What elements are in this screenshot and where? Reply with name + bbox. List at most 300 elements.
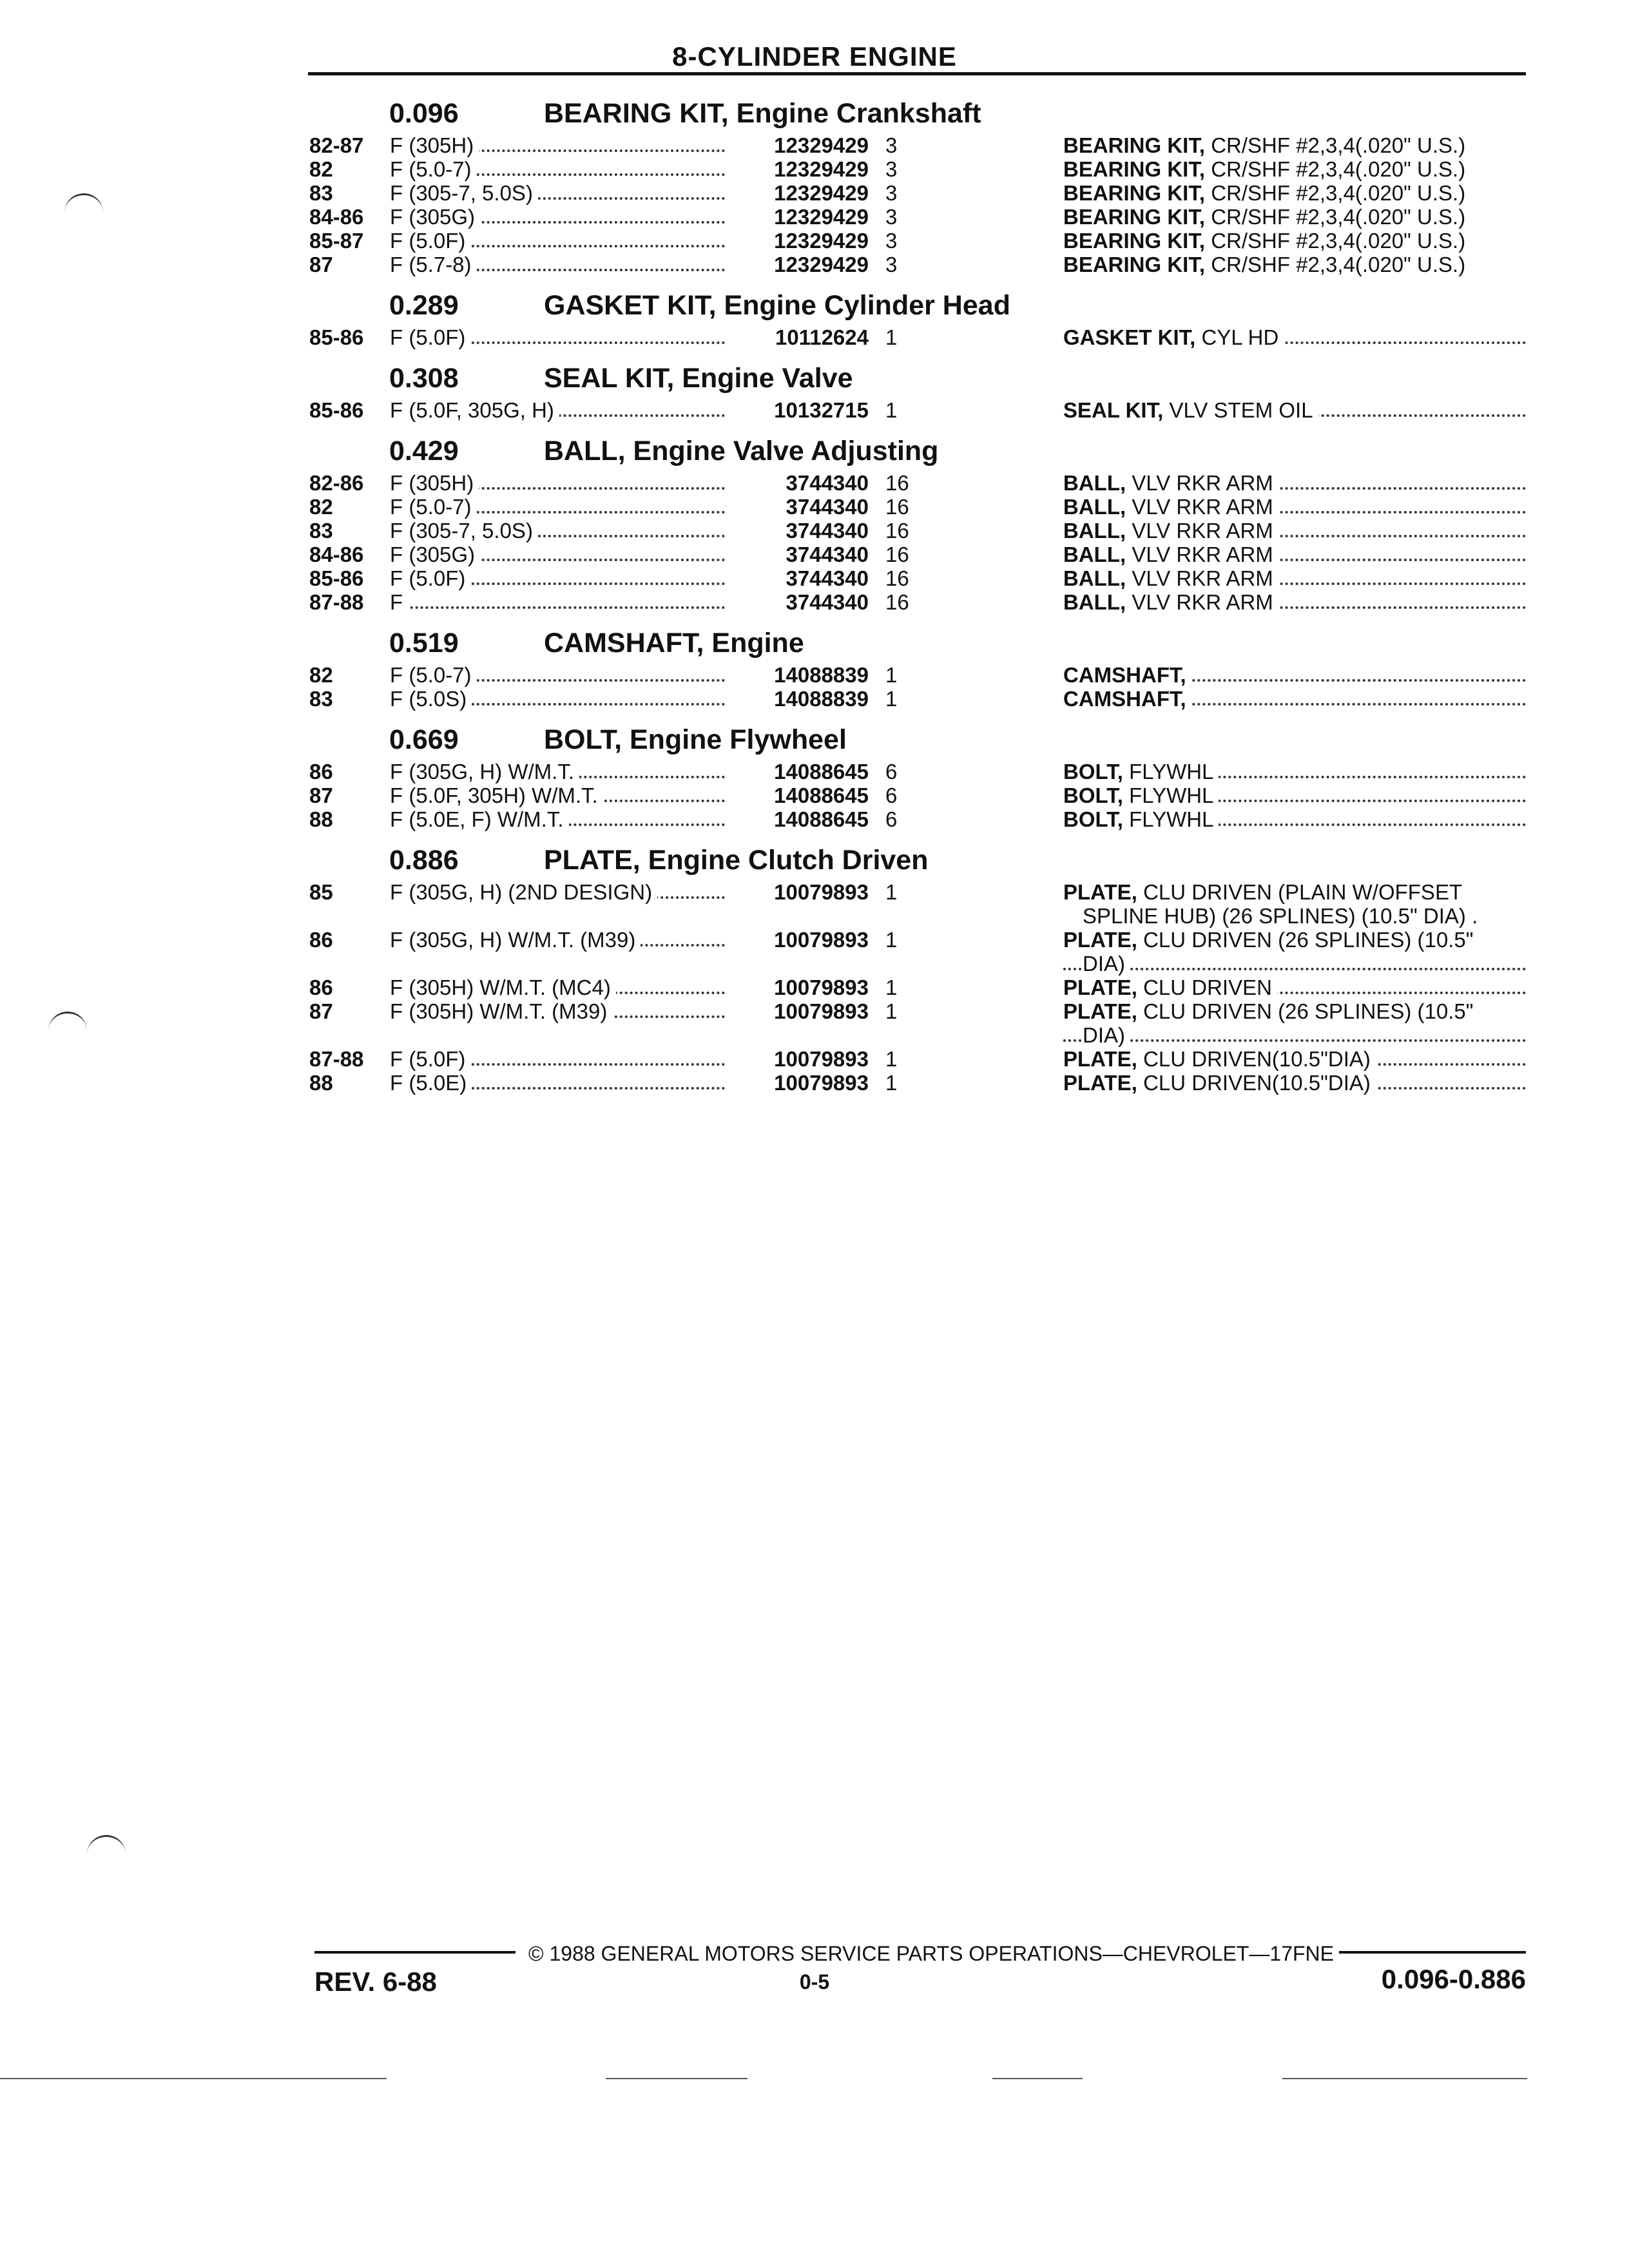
description-detail: SPLINE HUB) (26 SPLINES) (10.5" DIA) . [1083, 904, 1478, 928]
part-number: 3744340 [786, 519, 869, 543]
application-cell [390, 1071, 725, 1095]
description-part-name: BOLT, [1063, 807, 1123, 831]
part-number: 3744340 [786, 495, 869, 519]
description-text [1063, 471, 1278, 495]
description-text [1063, 566, 1278, 590]
description-part-name: BALL, [1063, 566, 1126, 590]
quantity: 3 [885, 205, 898, 229]
description-line [1063, 880, 1526, 904]
part-number: 12329429 [774, 181, 869, 205]
section-code: 0.886 [389, 845, 459, 876]
application-cell [390, 157, 725, 181]
description-text [1063, 928, 1478, 952]
description-detail: CLU DRIVEN [1143, 975, 1272, 999]
description-cell [1063, 880, 1526, 928]
description-cell [1063, 928, 1526, 975]
parts-row [0, 543, 1629, 566]
model-years: 82 [309, 495, 333, 519]
application-cell [390, 999, 725, 1023]
quantity: 1 [885, 663, 898, 687]
description-text [1063, 975, 1277, 999]
application-cell [390, 398, 725, 422]
description-line [1063, 519, 1526, 543]
section-0-669 [0, 720, 1629, 831]
application: F (5.0-7) [390, 495, 477, 519]
part-number: 3744340 [786, 471, 869, 495]
model-years: 87 [309, 999, 333, 1023]
description-line [1063, 205, 1526, 229]
quantity: 16 [885, 495, 909, 519]
application-cell [390, 205, 725, 229]
parts-row [0, 1047, 1629, 1071]
description-detail: CLU DRIVEN(10.5"DIA) [1143, 1047, 1371, 1071]
parts-row [0, 519, 1629, 543]
quantity: 6 [885, 760, 898, 783]
description-cell [1063, 229, 1526, 253]
part-number: 10132715 [774, 398, 869, 422]
description-part-name: BEARING KIT, [1063, 229, 1206, 253]
dot-leader [1063, 1039, 1526, 1042]
description-detail: VLV RKR ARM [1132, 566, 1273, 590]
section-header [0, 623, 1629, 663]
parts-row [0, 181, 1629, 205]
description-cell [1063, 325, 1526, 349]
quantity: 1 [885, 975, 898, 999]
application-cell [390, 760, 725, 783]
section-description: Engine Cylinder Head [724, 290, 1010, 321]
description-cell [1063, 471, 1526, 495]
quantity: 1 [885, 398, 898, 422]
section-description: Engine Clutch Driven [648, 845, 929, 876]
description-line [1063, 1071, 1526, 1095]
section-code: 0.429 [389, 436, 459, 466]
section-header [0, 93, 1629, 133]
application: F (5.0F) [390, 566, 470, 590]
parts-row [0, 205, 1629, 229]
application: F (305-7, 5.0S) [390, 519, 538, 543]
part-number: 10079893 [774, 1071, 869, 1095]
model-years: 88 [309, 1071, 333, 1095]
description-line [1063, 157, 1526, 181]
description-detail: CR/SHF #2,3,4(.020" U.S.) [1211, 157, 1466, 181]
description-cell [1063, 663, 1526, 687]
application-cell [390, 495, 725, 519]
description-line [1063, 471, 1526, 495]
description-detail: CR/SHF #2,3,4(.020" U.S.) [1211, 181, 1466, 205]
description-part-name: BEARING KIT, [1063, 253, 1206, 276]
application-cell [390, 1047, 725, 1071]
description-cell [1063, 1071, 1526, 1095]
part-number: 3744340 [786, 590, 869, 614]
page-range: 0.096-0.886 [1381, 1964, 1526, 1994]
description-detail: VLV STEM OIL [1169, 398, 1313, 422]
description-cell [1063, 999, 1526, 1047]
part-number: 14088839 [774, 687, 869, 711]
description-detail: CR/SHF #2,3,4(.020" U.S.) [1211, 133, 1466, 157]
description-detail: FLYWHL [1129, 807, 1214, 831]
section-title [544, 98, 981, 130]
description-text [1063, 543, 1278, 566]
application-cell [390, 133, 725, 157]
application: F (5.0S) [390, 687, 472, 711]
model-years: 83 [309, 181, 333, 205]
description-text [1063, 687, 1191, 711]
parts-row [0, 229, 1629, 253]
description-cell [1063, 566, 1526, 590]
application: F (5.0F) [390, 229, 470, 253]
description-line [1063, 253, 1526, 276]
part-number: 12329429 [774, 157, 869, 181]
description-detail: DIA) [1083, 952, 1125, 975]
quantity: 3 [885, 157, 898, 181]
parts-row [0, 471, 1629, 495]
description-detail: CR/SHF #2,3,4(.020" U.S.) [1211, 253, 1466, 276]
scan-artifact-line [606, 2078, 747, 2079]
description-line [1063, 133, 1526, 157]
description-cell [1063, 205, 1526, 229]
description-line [1063, 904, 1526, 928]
description-part-name: CAMSHAFT, [1063, 687, 1186, 711]
section-part-name: CAMSHAFT, [544, 628, 704, 658]
model-years: 87-88 [309, 1047, 364, 1071]
part-number: 12329429 [774, 229, 869, 253]
model-years: 84-86 [309, 205, 364, 229]
description-cell [1063, 519, 1526, 543]
part-number: 10112624 [775, 325, 869, 349]
description-line [1063, 760, 1526, 783]
model-years: 85 [309, 880, 333, 904]
description-line [1063, 783, 1526, 807]
description-text [1063, 760, 1219, 783]
application: F (305G) [390, 543, 480, 566]
description-part-name: BALL, [1063, 471, 1126, 495]
scan-artifact-line [1282, 2078, 1527, 2079]
application-cell [390, 566, 725, 590]
part-number: 14088645 [774, 807, 869, 831]
description-cell [1063, 590, 1526, 614]
description-line [1063, 807, 1526, 831]
quantity: 3 [885, 253, 898, 276]
section-part-name: SEAL KIT, [544, 363, 675, 394]
application: F (305G, H) W/M.T. (M39) [390, 928, 641, 952]
quantity: 6 [885, 807, 898, 831]
part-number: 10079893 [774, 1047, 869, 1071]
section-code: 0.289 [389, 290, 459, 321]
application-cell [390, 783, 725, 807]
part-number: 14088645 [774, 783, 869, 807]
description-text [1083, 952, 1130, 975]
description-cell [1063, 975, 1526, 999]
section-title [544, 628, 804, 659]
part-number: 10079893 [774, 880, 869, 904]
description-part-name: BALL, [1063, 519, 1126, 543]
description-cell [1063, 783, 1526, 807]
description-detail: VLV RKR ARM [1132, 471, 1273, 495]
parts-row [0, 999, 1629, 1047]
quantity: 1 [885, 999, 898, 1023]
description-part-name: PLATE, [1063, 975, 1137, 999]
quantity: 1 [885, 1047, 898, 1071]
section-title [544, 845, 929, 876]
description-cell [1063, 543, 1526, 566]
section-title [544, 363, 853, 394]
description-line [1063, 975, 1526, 999]
section-0-289 [0, 285, 1629, 349]
model-years: 85-86 [309, 398, 364, 422]
application: F [390, 590, 408, 614]
description-line [1063, 1047, 1526, 1071]
model-years: 83 [309, 519, 333, 543]
section-part-name: BOLT, [544, 724, 622, 755]
description-line [1063, 952, 1526, 975]
description-text [1063, 205, 1470, 229]
page-title: 8-CYLINDER ENGINE [672, 41, 957, 72]
part-number: 10079893 [774, 999, 869, 1023]
description-line [1063, 543, 1526, 566]
section-description: Engine [711, 628, 804, 658]
description-cell [1063, 1047, 1526, 1071]
parts-row [0, 398, 1629, 422]
model-years: 86 [309, 928, 333, 952]
scan-artifact-line [992, 2078, 1083, 2079]
model-years: 86 [309, 760, 333, 783]
quantity: 1 [885, 1071, 898, 1095]
parts-row [0, 1071, 1629, 1095]
description-text [1063, 157, 1470, 181]
part-number: 3744340 [786, 566, 869, 590]
section-part-name: BALL, [544, 436, 626, 466]
description-detail: CLU DRIVEN (26 SPLINES) (10.5" [1143, 928, 1474, 952]
description-text [1063, 807, 1219, 831]
section-header [0, 840, 1629, 880]
quantity: 16 [885, 590, 909, 614]
quantity: 1 [885, 928, 898, 952]
footer-rule-left [314, 1951, 516, 1954]
description-line [1063, 229, 1526, 253]
part-number: 3744340 [786, 543, 869, 566]
dot-leader [390, 606, 725, 609]
application-cell [390, 181, 725, 205]
title-rule [308, 72, 1526, 75]
parts-row [0, 975, 1629, 999]
description-part-name: PLATE, [1063, 1047, 1137, 1071]
part-number: 12329429 [774, 205, 869, 229]
application-cell [390, 325, 725, 349]
description-line [1063, 181, 1526, 205]
part-number: 12329429 [774, 253, 869, 276]
description-text [1063, 1047, 1376, 1071]
quantity: 1 [885, 687, 898, 711]
application-cell [390, 807, 725, 831]
description-text [1063, 325, 1284, 349]
description-part-name: BEARING KIT, [1063, 133, 1206, 157]
description-cell [1063, 687, 1526, 711]
application-cell [390, 975, 725, 999]
application-cell [390, 519, 725, 543]
parts-row [0, 783, 1629, 807]
section-part-name: GASKET KIT, [544, 290, 717, 321]
section-code: 0.096 [389, 98, 459, 129]
description-detail: FLYWHL [1129, 760, 1214, 783]
application: F (305G) [390, 205, 480, 229]
description-line [1063, 590, 1526, 614]
quantity: 16 [885, 543, 909, 566]
application: F (305H) [390, 133, 479, 157]
application-cell [390, 663, 725, 687]
margin-mark [87, 1835, 126, 1856]
description-cell [1063, 495, 1526, 519]
description-part-name: BOLT, [1063, 783, 1123, 807]
copyright-notice: © 1988 GENERAL MOTORS SERVICE PARTS OPERATIONS—CHEVROLET—17FNE [528, 1942, 1334, 1965]
parts-row [0, 687, 1629, 711]
application: F (5.0F, 305G, H) [390, 398, 559, 422]
description-part-name: GASKET KIT, [1063, 325, 1196, 349]
part-number: 12329429 [774, 133, 869, 157]
section-title [544, 724, 847, 756]
application: F (5.0E) [390, 1071, 472, 1095]
application: F (305H) W/M.T. (MC4) [390, 975, 616, 999]
description-line [1063, 566, 1526, 590]
parts-row [0, 253, 1629, 276]
parts-row [0, 495, 1629, 519]
quantity: 1 [885, 325, 898, 349]
section-0-519 [0, 623, 1629, 711]
description-part-name: BOLT, [1063, 760, 1123, 783]
section-code: 0.519 [389, 628, 459, 658]
model-years: 85-86 [309, 566, 364, 590]
description-detail: VLV RKR ARM [1132, 519, 1273, 543]
application: F (5.0F, 305H) W/M.T. [390, 783, 603, 807]
model-years: 87 [309, 253, 333, 276]
model-years: 85-87 [309, 229, 364, 253]
description-detail: CLU DRIVEN(10.5"DIA) [1143, 1071, 1371, 1095]
application: F (305G, H) (2ND DESIGN) [390, 880, 657, 904]
quantity: 16 [885, 471, 909, 495]
section-code: 0.308 [389, 363, 459, 394]
quantity: 3 [885, 229, 898, 253]
section-code: 0.669 [389, 724, 459, 755]
description-detail: VLV RKR ARM [1132, 590, 1273, 614]
application: F (5.0-7) [390, 157, 477, 181]
parts-row [0, 807, 1629, 831]
section-description: Engine Valve [682, 363, 853, 394]
section-description: Engine Flywheel [629, 724, 847, 755]
description-detail: CLU DRIVEN (26 SPLINES) (10.5" [1143, 999, 1474, 1023]
description-text [1063, 783, 1219, 807]
part-number: 14088645 [774, 760, 869, 783]
model-years: 87 [309, 783, 333, 807]
description-detail: FLYWHL [1129, 783, 1214, 807]
part-number: 14088839 [774, 663, 869, 687]
parts-row [0, 928, 1629, 975]
description-text [1063, 133, 1470, 157]
model-years: 84-86 [309, 543, 364, 566]
description-detail: CLU DRIVEN (PLAIN W/OFFSET [1143, 880, 1463, 904]
dot-leader [1063, 968, 1526, 970]
application: F (305H) W/M.T. (M39) [390, 999, 612, 1023]
description-text [1063, 495, 1278, 519]
description-detail: VLV RKR ARM [1132, 495, 1273, 519]
section-header [0, 720, 1629, 760]
description-part-name: BALL, [1063, 590, 1126, 614]
section-part-name: BEARING KIT, [544, 98, 729, 129]
description-line [1063, 687, 1526, 711]
application: F (5.7-8) [390, 253, 477, 276]
description-detail: CR/SHF #2,3,4(.020" U.S.) [1211, 205, 1466, 229]
description-part-name: BEARING KIT, [1063, 157, 1206, 181]
quantity: 16 [885, 566, 909, 590]
quantity: 3 [885, 133, 898, 157]
parts-row [0, 133, 1629, 157]
application-cell [390, 880, 725, 904]
description-cell [1063, 807, 1526, 831]
section-description: Engine Valve Adjusting [633, 436, 939, 466]
parts-listing [0, 93, 1629, 1104]
section-part-name: PLATE, [544, 845, 641, 876]
description-text [1063, 398, 1318, 422]
section-header [0, 431, 1629, 471]
description-text [1083, 1023, 1130, 1047]
application: F (305-7, 5.0S) [390, 181, 538, 205]
description-cell [1063, 760, 1526, 783]
quantity: 6 [885, 783, 898, 807]
description-detail: CYL HD [1201, 325, 1279, 349]
revision-label: REV. 6-88 [314, 1966, 437, 1997]
model-years: 86 [309, 975, 333, 999]
description-line [1063, 1023, 1526, 1047]
application: F (305G, H) W/M.T. [390, 760, 579, 783]
parts-row [0, 590, 1629, 614]
description-part-name: BEARING KIT, [1063, 205, 1206, 229]
parts-row [0, 760, 1629, 783]
description-line [1063, 325, 1526, 349]
model-years: 88 [309, 807, 333, 831]
parts-row [0, 157, 1629, 181]
description-text [1063, 1071, 1376, 1095]
description-detail: CR/SHF #2,3,4(.020" U.S.) [1211, 229, 1466, 253]
application-cell [390, 928, 725, 952]
parts-row [0, 566, 1629, 590]
description-part-name: SEAL KIT, [1063, 398, 1164, 422]
section-0-096 [0, 93, 1629, 276]
application: F (5.0F) [390, 325, 470, 349]
quantity: 16 [885, 519, 909, 543]
application: F (5.0F) [390, 1047, 470, 1071]
section-0-308 [0, 358, 1629, 422]
part-number: 10079893 [774, 975, 869, 999]
application: F (305H) [390, 471, 479, 495]
scan-artifact-line [0, 2078, 387, 2079]
application-cell [390, 543, 725, 566]
description-cell [1063, 253, 1526, 276]
description-line [1063, 999, 1526, 1023]
quantity: 1 [885, 880, 898, 904]
description-text [1063, 880, 1467, 904]
description-cell [1063, 181, 1526, 205]
quantity: 3 [885, 181, 898, 205]
description-line [1063, 928, 1526, 952]
model-years: 85-86 [309, 325, 364, 349]
model-years: 82-86 [309, 471, 364, 495]
description-part-name: PLATE, [1063, 999, 1137, 1023]
description-part-name: CAMSHAFT, [1063, 663, 1186, 687]
section-title [544, 290, 1010, 322]
description-part-name: PLATE, [1063, 928, 1137, 952]
description-cell [1063, 157, 1526, 181]
description-line [1063, 398, 1526, 422]
application-cell [390, 229, 725, 253]
description-text [1063, 181, 1470, 205]
